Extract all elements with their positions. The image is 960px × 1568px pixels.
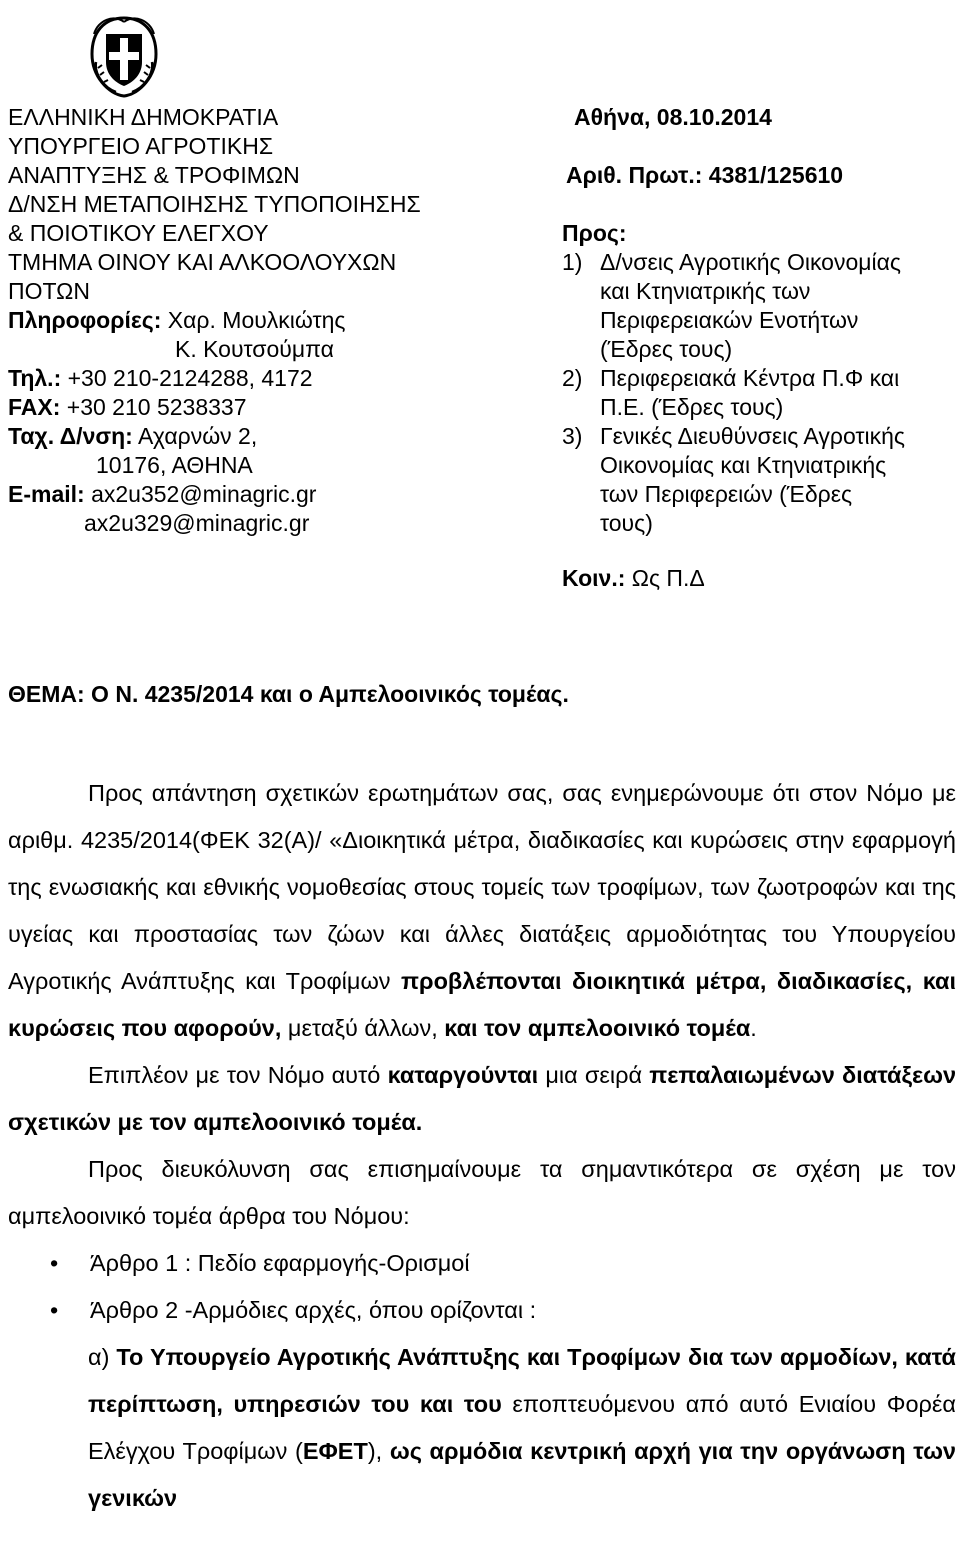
- info-label: Πληροφορίες:: [8, 307, 162, 333]
- tel-value: +30 210-2124288, 4172: [67, 365, 313, 391]
- cc-value: Ως Π.Δ: [631, 565, 705, 591]
- cc-label: Κοιν.:: [562, 565, 626, 591]
- email-label: E-mail:: [8, 481, 85, 507]
- fax-line: [8, 393, 538, 422]
- protocol-line: [562, 161, 960, 190]
- efet-abbr: ΕΦΕΤ: [302, 1438, 368, 1464]
- org-line: ΥΠΟΥΡΓΕΙΟ ΑΓΡΟΤΙΚΗΣ: [8, 133, 274, 159]
- recipient-item: [562, 422, 960, 538]
- sub-item-text: εποπτευόμενου από αυτό Ενιαίου Φορέα Ελέγχου Τροφίμων (: [88, 1391, 956, 1464]
- bullet-text: Άρθρο 2 -Αρμόδιες αρχές, όπου ορίζονται :: [90, 1297, 537, 1323]
- bullet-item: [8, 1287, 956, 1334]
- org-line: Δ/ΝΣΗ ΜΕΤΑΠΟΙΗΣΗΣ ΤΥΠΟΠΟΙΗΣΗΣ: [8, 191, 421, 217]
- recipient-line: και Κτηνιατρικής των: [600, 278, 811, 304]
- recipient-line: (Έδρες τους): [600, 336, 733, 362]
- sender-block: [8, 103, 538, 538]
- meta-block: [562, 103, 960, 593]
- protocol-label: Αριθ. Πρωτ.:: [566, 162, 703, 188]
- info-line: [8, 306, 538, 335]
- recipient-line: Περιφερειακά Κέντρα Π.Φ και: [600, 365, 900, 391]
- recipient-item: [562, 364, 960, 422]
- sub-item-a: [8, 1334, 956, 1522]
- recipient-line: τους): [600, 510, 653, 536]
- cc-line: [562, 564, 960, 593]
- paragraph-1: [8, 770, 956, 1052]
- fax-value: +30 210 5238337: [66, 394, 247, 420]
- recipient-line: των Περιφερειών (Έδρες: [600, 481, 853, 507]
- fax-label: FAX:: [8, 394, 61, 420]
- recipient-line: Δ/νσεις Αγροτικής Οικονομίας: [600, 249, 901, 275]
- date-line: [562, 103, 960, 132]
- recipient-number: 2): [562, 365, 583, 391]
- p1-bold-2: και τον αμπελοοινικό τομέα: [444, 1015, 751, 1041]
- org-line: & ΠΟΙΟΤΙΚΟΥ ΕΛΕΓΧΟΥ: [8, 220, 269, 246]
- p1-period: .: [750, 1015, 757, 1041]
- p1-text: Προς απάντηση σχετικών ερωτημάτων σας, σας ενημερώνουμε ότι στον Νόμο με αριθμ. 4235/2014(ΦΕΚ 32(Α)/ «Διοικητικά μέτρα, διαδικασίες και κυρώσεις στην εφαρμογή της ενωσιακής και εθνικής νομοθεσίας στους τομείς των τροφίμων, των ζωοτροφών και της υγείας και προστασίας των ζώων και άλλες διατάξεις αρμοδιότητας του Υπουργείου Αγροτικής Ανάπτυξης και Τροφίμων: [8, 780, 956, 994]
- p2-text: Επιπλέον με τον Νόμο αυτό: [88, 1062, 381, 1088]
- greek-emblem-icon: [84, 12, 164, 100]
- p2-text-2: μια σειρά: [545, 1062, 643, 1088]
- to-label-text: Προς:: [562, 220, 627, 246]
- sub-item-close: ),: [367, 1438, 383, 1464]
- letter-body: [8, 770, 956, 1522]
- paragraph-3: Προς διευκόλυνση σας επισημαίνουμε τα σημαντικότερα σε σχέση με τον αμπελοοινικό τομέα άρθρα του Νόμου:: [8, 1156, 956, 1229]
- p2-bold-2: πεπαλαιωμένων διατάξεων σχετικών με τον αμπελοοινικό τομέα.: [8, 1062, 957, 1135]
- recipient-line: Π.Ε. (Έδρες τους): [600, 394, 784, 420]
- bullet-icon: •: [50, 1250, 59, 1276]
- tel-line: [8, 364, 538, 393]
- protocol-number: 4381/125610: [708, 162, 844, 188]
- p1-text-2: μεταξύ άλλων,: [287, 1015, 438, 1041]
- info-name: Χαρ. Μουλκιώτης: [167, 307, 346, 333]
- org-line: ΤΜΗΜΑ ΟΙΝΟΥ ΚΑΙ ΑΛΚΟΟΛΟΥΧΩΝ: [8, 249, 397, 275]
- recipient-line: Οικονομίας και Κτηνιατρικής: [600, 452, 887, 478]
- bullet-item: [8, 1240, 956, 1287]
- date: Αθήνα, 08.10.2014: [574, 104, 772, 130]
- recipient-item: [562, 248, 960, 364]
- email-link[interactable]: ax2u352@minagric.gr: [91, 481, 317, 507]
- subject-line: ΘΕΜΑ: Ο Ν. 4235/2014 και ο Αμπελοοινικός τομέας.: [8, 681, 569, 707]
- recipient-line: Γενικές Διευθύνσεις Αγροτικής: [600, 423, 905, 449]
- email-line: [8, 480, 538, 509]
- bullet-text: Άρθρο 1 : Πεδίο εφαρμογής-Ορισμοί: [90, 1250, 470, 1276]
- org-line: ΠΟΤΩΝ: [8, 278, 90, 304]
- p2-bold: καταργούνται: [387, 1062, 539, 1088]
- sub-item-bold: Το Υπουργείο Αγροτικής Ανάπτυξης και Τροφίμων δια των αρμοδίων, κατά περίπτωση, υπηρεσιών του και του: [88, 1344, 956, 1417]
- info-name-2: Κ. Κουτσούμπα: [175, 336, 334, 362]
- sub-item-bold-2: ως αρμόδια κεντρική αρχή για την οργάνωση των γενικών: [88, 1438, 956, 1511]
- recipient-number: 1): [562, 249, 583, 275]
- address-line-2: 10176, ΑΘΗΝΑ: [96, 452, 253, 478]
- address-value: Αχαρνών 2,: [137, 423, 258, 449]
- recipient-line: Περιφερειακών Ενοτήτων: [600, 307, 859, 333]
- org-line: ΑΝΑΠΤΥΞΗΣ & ΤΡΟΦΙΜΩΝ: [8, 162, 300, 188]
- email-link-2[interactable]: ax2u329@minagric.gr: [84, 510, 310, 536]
- sub-item-label: α): [88, 1344, 110, 1370]
- paragraph-2: [8, 1052, 956, 1146]
- bullet-icon: •: [50, 1297, 59, 1323]
- p1-bold: προβλέπονται διοικητικά μέτρα, διαδικασίες, και κυρώσεις που αφορούν,: [8, 968, 956, 1041]
- address-line: [8, 422, 538, 451]
- org-line: ΕΛΛΗΝΙΚΗ ΔΗΜΟΚΡΑΤΙΑ: [8, 104, 279, 130]
- recipient-number: 3): [562, 423, 583, 449]
- address-label: Ταχ. Δ/νση:: [8, 423, 133, 449]
- tel-label: Τηλ.:: [8, 365, 62, 391]
- to-label: [562, 219, 960, 248]
